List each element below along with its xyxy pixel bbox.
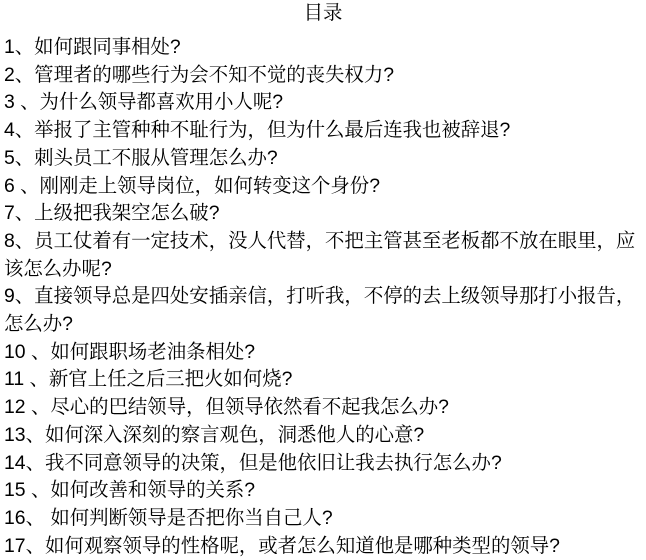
toc-entry: 3 、为什么领导都喜欢用小人呢?	[4, 91, 284, 114]
toc-entry: 6 、刚刚走上领导岗位，如何转变这个身份?	[4, 174, 380, 197]
toc-list	[0, 34, 646, 560]
toc-entry: 7、上级把我架空怎么破?	[4, 202, 220, 225]
toc-entry: 8、员工仗着有一定技术，没人代替，不把主管甚至老板都不放在眼里，应该怎么办呢?	[4, 229, 636, 280]
toc-entry: 14、我不同意领导的决策，但是他依旧让我去执行怎么办?	[4, 451, 502, 474]
toc-entry: 9、直接领导总是四处安插亲信，打听我，不停的去上级领导那打小报告，怎么办?	[4, 285, 636, 336]
toc-entry: 15 、如何改善和领导的关系?	[4, 479, 256, 502]
toc-entry: 4、举报了主管种种不耻行为，但为什么最后连我也被辞退?	[4, 119, 511, 142]
page-title: 目录	[303, 2, 343, 24]
toc-entry: 13、如何深入深刻的察言观色，洞悉他人的心意?	[4, 423, 425, 446]
toc-entry: 5、刺头员工不服从管理怎么办?	[4, 146, 278, 169]
toc-entry: 17、如何观察领导的性格呢，或者怎么知道他是哪种类型的领导?	[4, 534, 560, 557]
toc-entry: 2、管理者的哪些行为会不知不觉的丧失权力?	[4, 63, 394, 86]
toc-entry: 16、 如何判断领导是否把你当自己人?	[4, 506, 333, 529]
toc-entry: 12 、尽心的巴结领导，但领导依然看不起我怎么办?	[4, 396, 449, 419]
toc-entry: 1、如何跟同事相处?	[4, 36, 181, 58]
toc-entry: 11 、新官上任之后三把火如何烧?	[4, 368, 293, 391]
toc-entry: 10 、如何跟职场老油条相处?	[4, 340, 256, 363]
